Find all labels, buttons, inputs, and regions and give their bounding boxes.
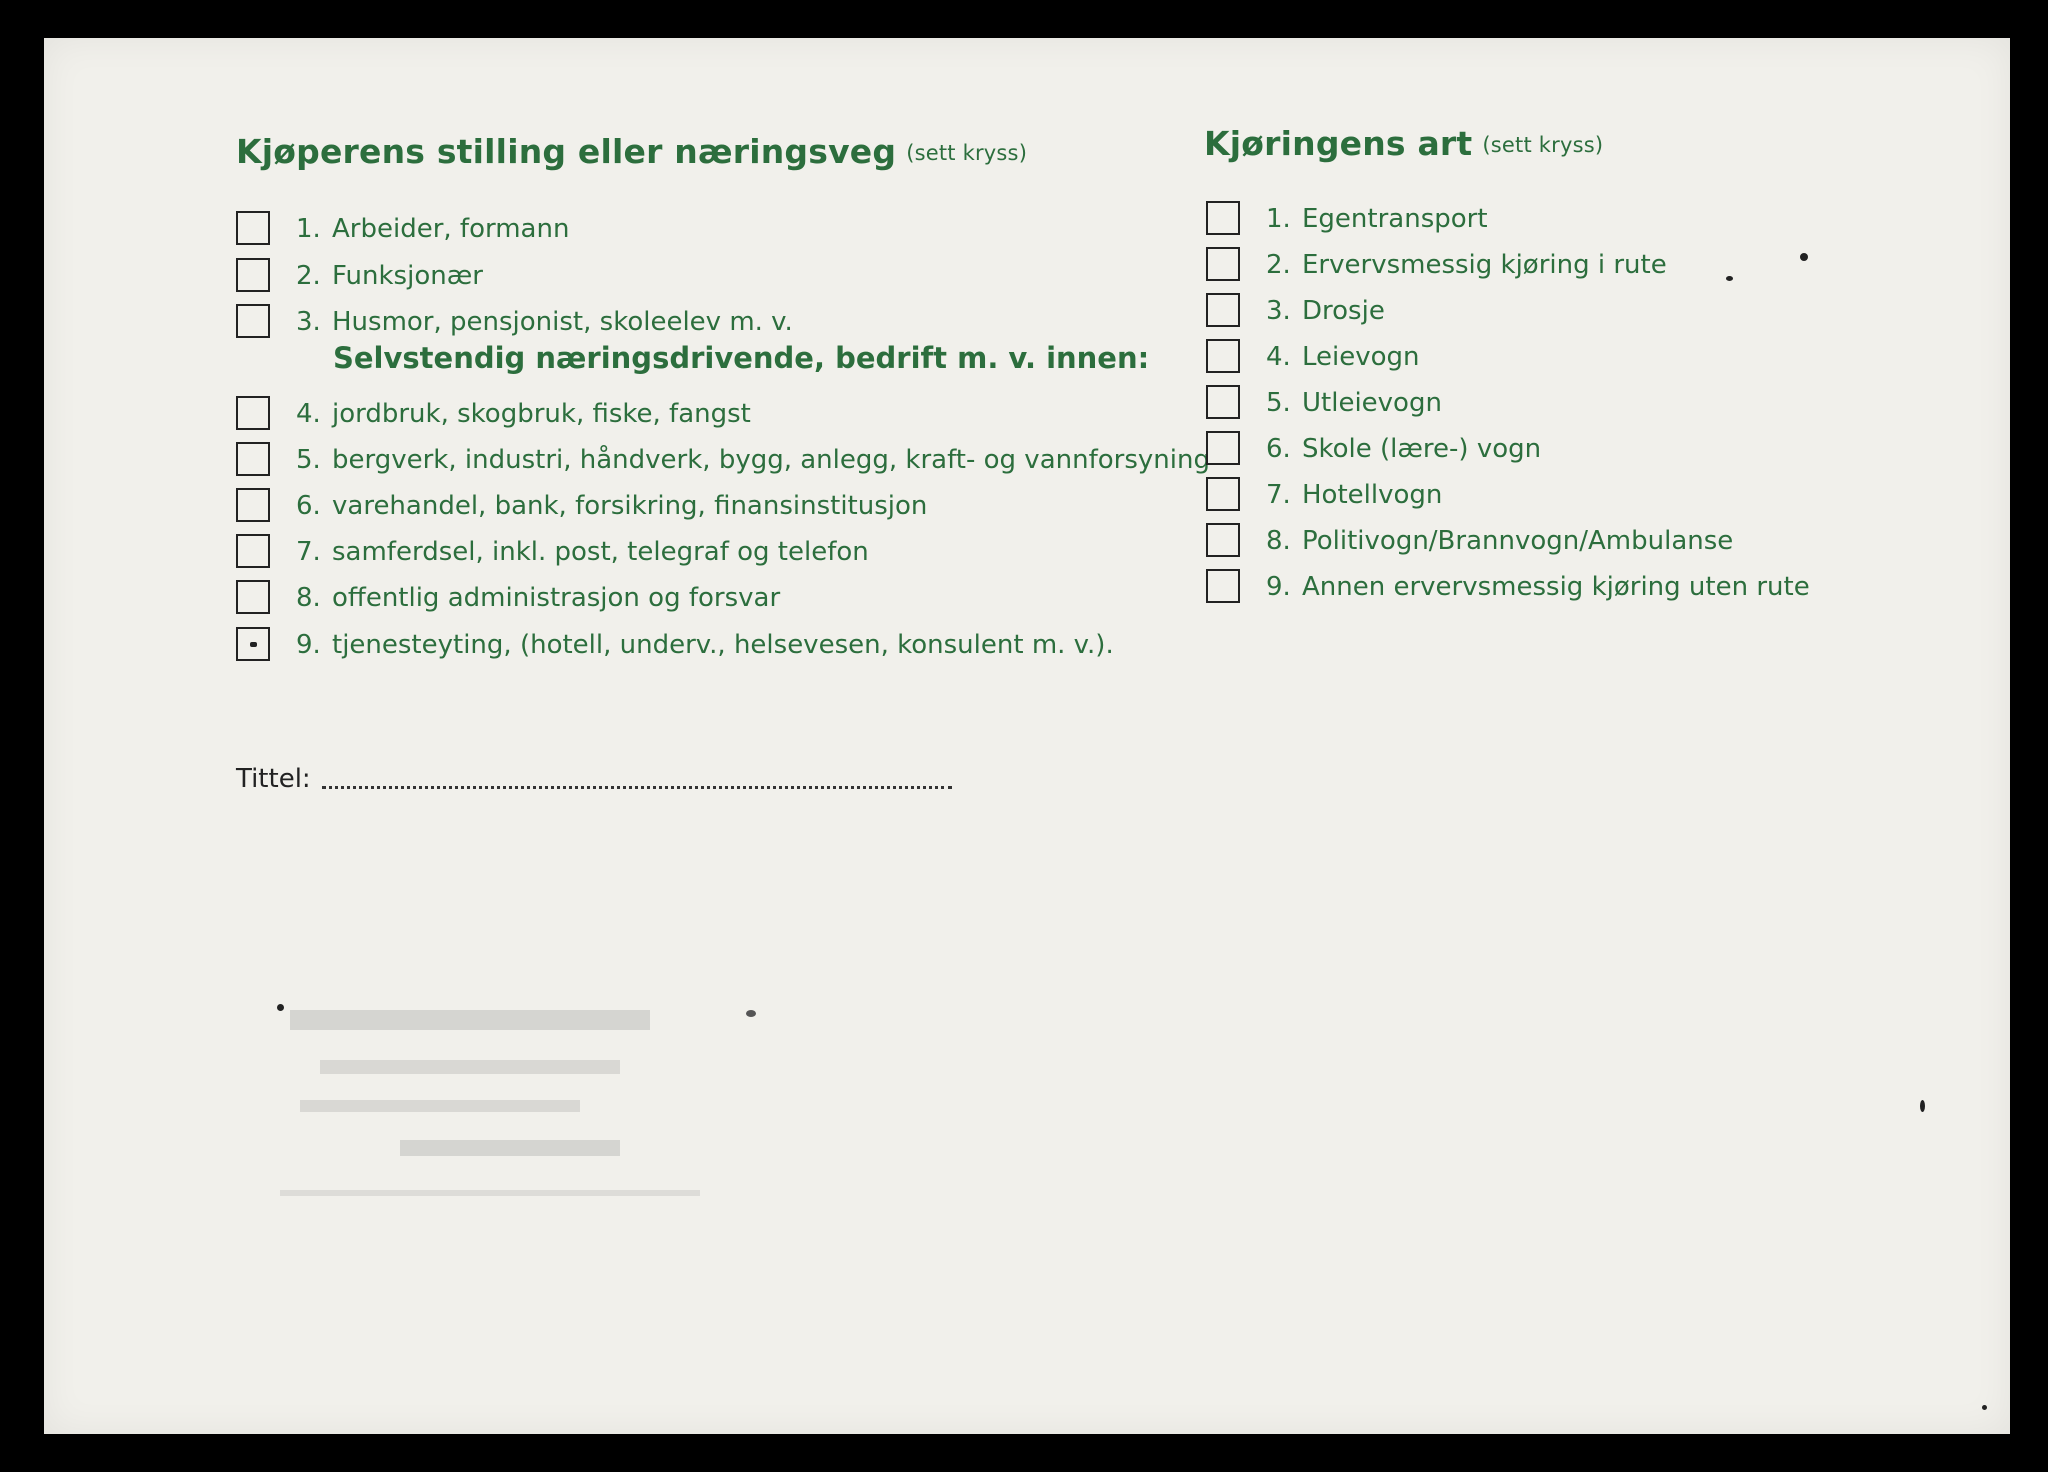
driving-label: Leievogn [1302, 342, 1420, 372]
occupation-number: 9. [296, 630, 321, 660]
driving-checkbox-9[interactable] [1206, 569, 1240, 603]
driving-label: Utleievogn [1302, 388, 1442, 418]
occupation-label: jordbruk, skogbruk, fiske, fangst [332, 399, 751, 429]
dust-speck [1800, 253, 1808, 261]
driving-checkbox-7[interactable] [1206, 477, 1240, 511]
occupation-label: Husmor, pensjonist, skoleelev m. v. [332, 307, 793, 337]
driving-checkbox-4[interactable] [1206, 339, 1240, 373]
driving-number: 2. [1266, 250, 1291, 280]
dust-speck [1726, 276, 1733, 281]
dust-speck [1920, 1100, 1925, 1112]
occupation-label: tjenesteyting, (hotell, underv., helsevesen, konsulent m. v.). [332, 630, 1114, 660]
driving-number: 4. [1266, 342, 1291, 372]
occupation-number: 7. [296, 537, 321, 567]
occupation-checkbox-3[interactable] [236, 304, 270, 338]
driving-type-title: Kjøringens art [1204, 124, 1473, 163]
occupation-number: 3. [296, 307, 321, 337]
driving-checkbox-2[interactable] [1206, 247, 1240, 281]
driving-number: 3. [1266, 296, 1291, 326]
occupation-label: samferdsel, inkl. post, telegraf og telefon [332, 537, 869, 567]
self-employed-subheading: Selvstendig næringsdrivende, bedrift m. v. innen: [333, 341, 1150, 375]
driving-label: Politivogn/Brannvogn/Ambulanse [1302, 526, 1734, 556]
driving-label: Annen ervervsmessig kjøring uten rute [1302, 572, 1810, 602]
occupation-number: 6. [296, 491, 321, 521]
driving-label: Skole (lære-) vogn [1302, 434, 1542, 464]
form-card [44, 38, 2010, 1434]
driving-number: 8. [1266, 526, 1291, 556]
driving-number: 9. [1266, 572, 1291, 602]
driving-checkbox-8[interactable] [1206, 523, 1240, 557]
occupation-checkbox-6[interactable] [236, 488, 270, 522]
driving-label: Egentransport [1302, 204, 1488, 234]
driving-number: 6. [1266, 434, 1291, 464]
occupation-checkbox-2[interactable] [236, 258, 270, 292]
occupation-number: 8. [296, 583, 321, 613]
occupation-checkbox-9[interactable] [236, 627, 270, 661]
occupation-label: Funksjonær [332, 261, 483, 291]
occupation-number: 4. [296, 399, 321, 429]
occupation-label: bergverk, industri, håndverk, bygg, anlegg, kraft- og vannforsyning [332, 445, 1210, 475]
buyer-occupation-hint: (sett kryss) [906, 141, 1028, 165]
driving-type-heading [1204, 124, 1603, 163]
driving-label: Ervervsmessig kjøring i rute [1302, 250, 1667, 280]
dust-speck [277, 1004, 284, 1011]
driving-number: 1. [1266, 204, 1291, 234]
occupation-checkbox-4[interactable] [236, 396, 270, 430]
driving-label: Drosje [1302, 296, 1385, 326]
buyer-occupation-heading [236, 132, 1027, 171]
occupation-label: varehandel, bank, forsikring, finansinstitusjon [332, 491, 928, 521]
driving-checkbox-3[interactable] [1206, 293, 1240, 327]
occupation-checkbox-1[interactable] [236, 211, 270, 245]
occupation-label: Arbeider, formann [332, 214, 570, 244]
driving-label: Hotellvogn [1302, 480, 1443, 510]
occupation-label: offentlig administrasjon og forsvar [332, 583, 781, 613]
title-field-line[interactable] [322, 786, 952, 789]
occupation-number: 1. [296, 214, 321, 244]
driving-number: 7. [1266, 480, 1291, 510]
dust-speck [1982, 1405, 1987, 1410]
occupation-number: 5. [296, 445, 321, 475]
occupation-checkbox-8[interactable] [236, 580, 270, 614]
driving-checkbox-5[interactable] [1206, 385, 1240, 419]
driving-checkbox-6[interactable] [1206, 431, 1240, 465]
occupation-checkbox-7[interactable] [236, 534, 270, 568]
driving-number: 5. [1266, 388, 1291, 418]
buyer-occupation-title: Kjøperens stilling eller næringsveg [236, 132, 897, 171]
occupation-checkbox-5[interactable] [236, 442, 270, 476]
driving-checkbox-1[interactable] [1206, 201, 1240, 235]
driving-type-hint: (sett kryss) [1482, 133, 1604, 157]
title-field-label: Tittel: [236, 764, 311, 794]
occupation-number: 2. [296, 261, 321, 291]
dust-speck [746, 1010, 756, 1017]
